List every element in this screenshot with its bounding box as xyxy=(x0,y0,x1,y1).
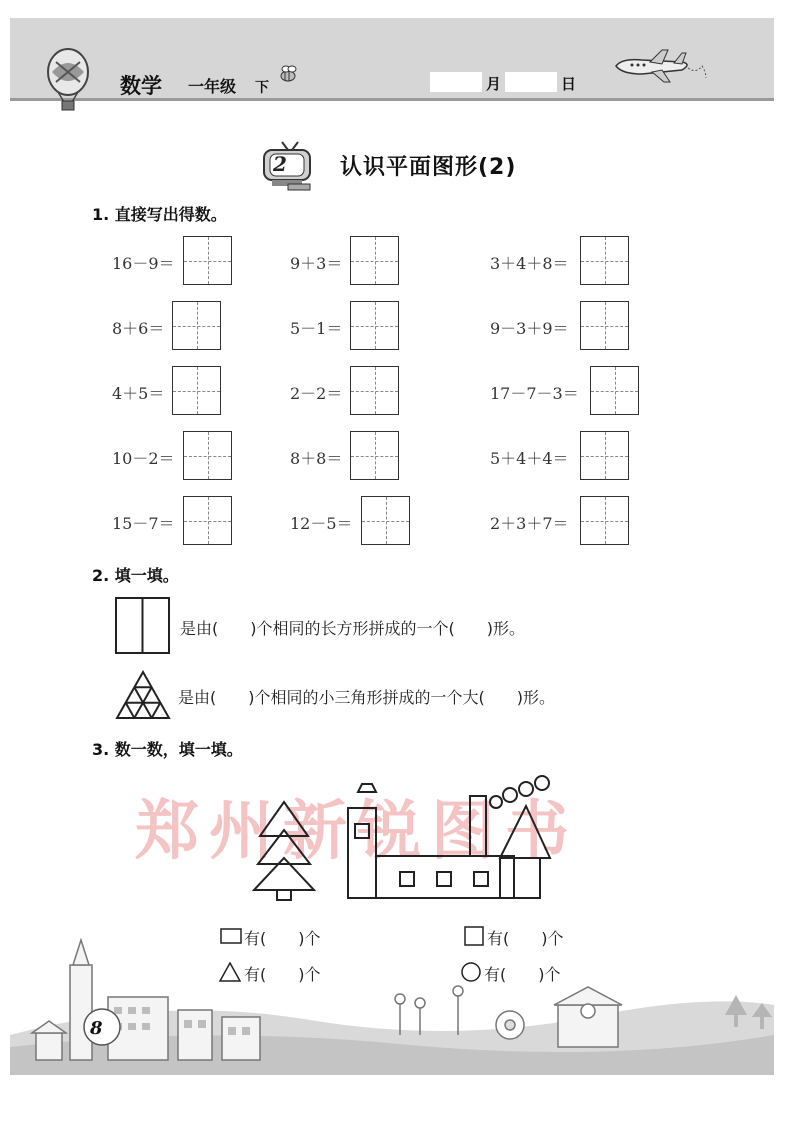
answer-box[interactable] xyxy=(580,496,629,545)
bee-icon xyxy=(276,62,300,86)
answer-box[interactable] xyxy=(580,431,629,480)
lesson-number: 2 xyxy=(273,152,287,176)
equation-label: 9＋3＝ xyxy=(290,254,343,273)
triangle-grid-figure xyxy=(115,670,171,720)
answer-box[interactable] xyxy=(172,301,221,350)
equation-label: 15－7＝ xyxy=(112,514,175,533)
answer-box[interactable] xyxy=(350,301,399,350)
two-rectangles-figure xyxy=(115,597,171,655)
answer-box[interactable] xyxy=(183,236,232,285)
section-3-heading: 3. 数一数，填一填。 xyxy=(92,740,243,759)
subject-label: 数学 xyxy=(120,74,162,98)
semester-label: 下 xyxy=(255,80,269,96)
day-input[interactable] xyxy=(505,72,557,92)
answer-box[interactable] xyxy=(580,236,629,285)
hot-air-balloon-icon xyxy=(42,48,94,112)
shapes-picture xyxy=(240,772,560,904)
town-footer-illustration xyxy=(10,935,774,1075)
section-1-heading: 1. 直接写出得数。 xyxy=(92,205,227,224)
equation-label: 12－5＝ xyxy=(290,514,353,533)
equation-label: 17－7－3＝ xyxy=(490,384,579,403)
month-input[interactable] xyxy=(430,72,482,92)
equation-label: 9－3＋9＝ xyxy=(490,319,569,338)
answer-box[interactable] xyxy=(183,496,232,545)
grade-label: 一年级 xyxy=(188,77,237,96)
count-answer: 有( )个 xyxy=(484,965,561,984)
answer-box[interactable] xyxy=(350,236,399,285)
equation-label: 8＋8＝ xyxy=(290,449,343,468)
count-answer: 有( )个 xyxy=(487,929,564,948)
equation-label: 5－1＝ xyxy=(290,319,343,338)
page-title: 认识平面图形(2) xyxy=(340,155,517,180)
watermark: 郑州新锐图书 xyxy=(135,794,579,869)
day-label: 日 xyxy=(561,75,577,93)
answer-box[interactable] xyxy=(350,431,399,480)
section-2-heading: 2. 填一填。 xyxy=(92,566,179,585)
equation-label: 2－2＝ xyxy=(290,384,343,403)
answer-box[interactable] xyxy=(580,301,629,350)
answer-box[interactable] xyxy=(350,366,399,415)
equation-label: 16－9＝ xyxy=(112,254,175,273)
airplane-icon xyxy=(612,48,708,88)
month-label: 月 xyxy=(486,75,502,93)
equation-label: 5＋4＋4＝ xyxy=(490,449,569,468)
count-answer: 有( )个 xyxy=(244,965,321,984)
fill-in-sentence: 是由( )个相同的小三角形拼成的一个大( )形。 xyxy=(178,688,555,707)
answer-box[interactable] xyxy=(361,496,410,545)
equation-label: 3＋4＋8＝ xyxy=(490,254,569,273)
equation-label: 2＋3＋7＝ xyxy=(490,514,569,533)
answer-box[interactable] xyxy=(590,366,639,415)
tv-lesson-icon xyxy=(258,136,320,194)
equation-label: 8＋6＝ xyxy=(112,319,165,338)
answer-box[interactable] xyxy=(183,431,232,480)
equation-label: 4＋5＝ xyxy=(112,384,165,403)
answer-box[interactable] xyxy=(172,366,221,415)
equation-label: 10－2＝ xyxy=(112,449,175,468)
count-answer: 有( )个 xyxy=(244,929,321,948)
page-number: 8 xyxy=(90,1018,103,1039)
fill-in-sentence: 是由( )个相同的长方形拼成的一个( )形。 xyxy=(180,619,525,638)
